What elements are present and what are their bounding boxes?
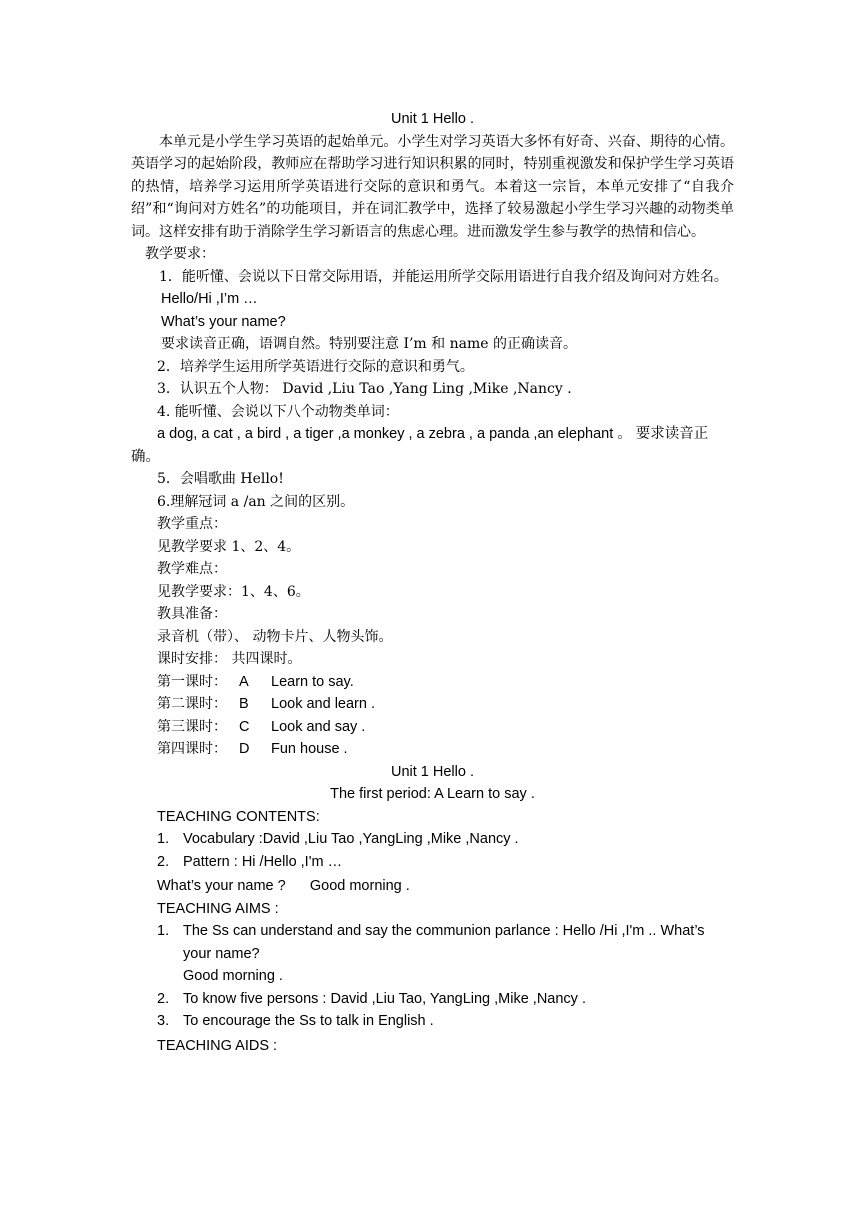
- section-subtitle: The first period: A Learn to say .: [330, 786, 535, 802]
- key-points-text: 见教学要求 1、2、4。: [157, 538, 301, 555]
- document-page: [131, 108, 734, 1057]
- section-title: Unit 1 Hello .: [390, 763, 474, 780]
- requirement-1-phrase-1: Hello/Hi ,I’m …: [161, 291, 258, 307]
- aids-text: 录音机（带）、 动物卡片、人物头饰。: [157, 628, 393, 645]
- aims-item-text: The Ss can understand and say the communion parlance : Hello /Hi ,I'm .. What’s your name?: [183, 923, 705, 962]
- intro-paragraph: 本单元是小学生学习英语的起始单元。小学生对学习英语大多怀有好奇、兴奋、期待的心情。英语学习的起始阶段，教师应在帮助学习进行知识积累的同时，特别重视激发和保护学生学习英语的热情，培养学习运用所学英语进行交际的意识和勇气。本着这一宗旨，本单元安排了“自我介绍”和“询问对方姓名”的功能项目，并在词汇教学中，选择了较易激起小学生学习兴趣的动物类单词。这样安排有助于消除学生学习新语言的焦虑心理。进而激发学生参与教学的热情和信心。: [131, 133, 734, 240]
- contents-item: [131, 851, 734, 874]
- schedule-topic: Learn to say.: [271, 673, 354, 690]
- requirement-1: 1．能听懂、会说以下日常交际用语，并能运用所学交际用语进行自我介绍及询问对方姓名。: [159, 268, 728, 285]
- requirement-2: 2．培养学生运用所学英语进行交际的意识和勇气。: [157, 358, 474, 375]
- aims-item: [131, 920, 734, 988]
- requirement-4: 4. 能听懂、会说以下八个动物类单词：: [157, 403, 399, 420]
- schedule-letter: B: [239, 696, 249, 712]
- schedule-topic: Look and say .: [271, 718, 366, 735]
- schedule-period: 第二课时：: [157, 696, 227, 712]
- aims-item-text: To know five persons : David ,Liu Tao, YangLing ,Mike ,Nancy .: [183, 990, 586, 1007]
- requirements-heading: 教学要求：: [145, 246, 215, 262]
- aids-heading: 教具准备：: [157, 606, 227, 622]
- aims-item: [131, 1010, 734, 1033]
- unit-title: Unit 1 Hello .: [390, 111, 474, 127]
- aims-heading: TEACHING AIMS :: [157, 900, 279, 917]
- requirement-6: 6.理解冠词 a /an 之间的区别。: [157, 493, 355, 510]
- difficulties-heading: 教学难点：: [157, 561, 227, 577]
- schedule-letter: D: [239, 741, 250, 757]
- key-points-heading: 教学重点：: [157, 516, 227, 532]
- contents-heading: TEACHING CONTENTS:: [157, 808, 320, 825]
- schedule-row: [131, 738, 734, 761]
- contents-extra: What’s your name ? Good morning .: [157, 878, 410, 894]
- schedule-period: 第四课时：: [157, 741, 227, 757]
- teaching-aids-heading: TEACHING AIDS :: [157, 1037, 278, 1054]
- contents-item-number: 1.: [157, 831, 170, 847]
- aims-item: [131, 988, 734, 1011]
- requirement-1-note: 要求读音正确，语调自然。特别要注意 I’m 和 name 的正确读音。: [161, 336, 577, 352]
- schedule-row: [131, 671, 734, 694]
- requirement-1-phrase-2: What’s your name?: [161, 313, 286, 330]
- schedule-letter: A: [239, 673, 249, 690]
- aims-item-number: 3.: [157, 1013, 170, 1029]
- schedule-period: 第一课时：: [157, 673, 227, 690]
- aims-item-number: 2.: [157, 990, 170, 1007]
- schedule-topic: Fun house .: [271, 741, 348, 757]
- schedule-period: 第三课时：: [157, 718, 227, 735]
- contents-item-text: Vocabulary :David ,Liu Tao ,YangLing ,Mike ,Nancy .: [183, 831, 519, 847]
- requirement-3: 3．认识五个人物： David ,Liu Tao ,Yang Ling ,Mike ,Nancy .: [157, 381, 572, 397]
- schedule-topic: Look and learn .: [271, 696, 375, 712]
- requirement-5: 5．会唱歌曲 Hello!: [157, 471, 284, 487]
- difficulties-text: 见教学要求：1、4、6。: [157, 583, 310, 600]
- aims-item-text-line2: Good morning .: [183, 968, 283, 984]
- schedule-row: [131, 716, 734, 739]
- contents-item-text: Pattern : Hi /Hello ,I'm …: [183, 853, 343, 870]
- aims-item-text: To encourage the Ss to talk in English .: [183, 1013, 434, 1029]
- requirement-4-words: a dog, a cat , a bird , a tiger ,a monkey , a zebra , a panda ,an elephant 。 要求读音正确。: [131, 426, 709, 465]
- schedule-letter: C: [239, 718, 250, 735]
- schedule-row: [131, 693, 734, 716]
- contents-item-number: 2.: [157, 853, 170, 870]
- aims-item-number: 1.: [157, 923, 170, 939]
- contents-item: [131, 828, 734, 851]
- schedule-heading: 课时安排： 共四课时。: [157, 651, 302, 667]
